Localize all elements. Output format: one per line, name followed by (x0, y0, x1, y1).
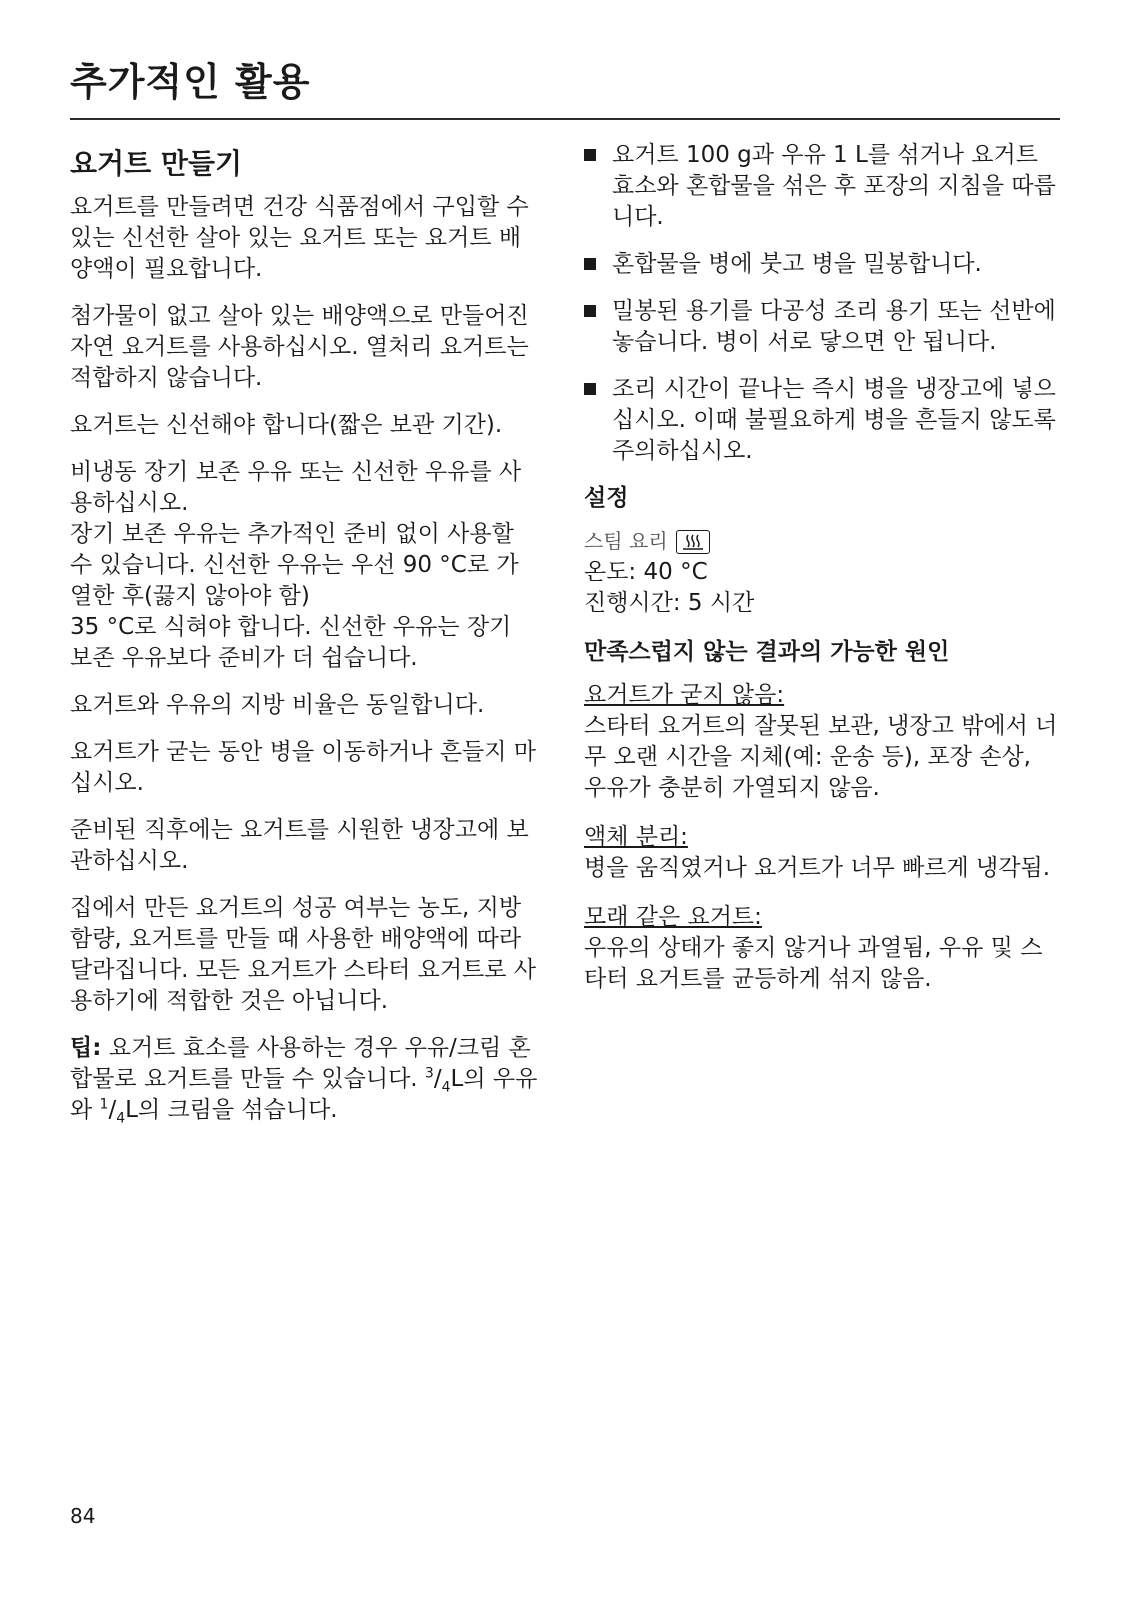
paragraph: 요거트가 굳는 동안 병을 이동하거나 흔들지 마십시오. (70, 739, 537, 796)
mode-row (584, 526, 1060, 557)
right-column (584, 140, 1060, 1013)
tip-text: L의 우유와 (70, 1066, 538, 1123)
paragraph-line: 35 °C로 식혀야 합니다. 신선한 우유는 장기 보존 우유보다 준비가 더 쉽습니다. (70, 614, 512, 671)
list-item (584, 374, 1060, 467)
fraction-denominator: 4 (116, 1110, 126, 1127)
fraction-numerator: 1 (99, 1096, 109, 1113)
mode-label: 스팀 요리 (584, 529, 668, 553)
paragraph: 요거트는 신선해야 합니다(짧은 보관 기간). (70, 412, 503, 438)
header-divider (70, 118, 1060, 120)
tip-text: 요거트 효소를 사용하는 경우 우유/크림 혼합물로 요거트를 만들 수 있습니다. (70, 1035, 531, 1092)
list-item-text: 요거트 100 g과 우유 1 L를 섞거나 요거트 효소와 혼합물을 섞은 후 포장의 지침을 따릅니다. (612, 142, 1056, 230)
list-item (584, 296, 1060, 358)
causes-title: 만족스럽지 않는 결과의 가능한 원인 (584, 639, 950, 665)
square-bullet-icon (584, 305, 596, 317)
paragraph-line: 비냉동 장기 보존 우유 또는 신선한 우유를 사용하십시오. (70, 459, 522, 516)
cause-title: 액체 분리: (584, 824, 688, 850)
duration-setting: 진행시간: 5 시간 (584, 590, 755, 616)
cause-title: 요거트가 굳지 않음: (584, 682, 785, 708)
square-bullet-icon (584, 149, 596, 161)
paragraph: 집에서 만든 요거트의 성공 여부는 농도, 지방 함량, 요거트를 만들 때 사용한 배양액에 따라 달라집니다. 모든 요거트가 스타터 요거트로 사용하기에 적합한 것은 아닙니다. (70, 895, 537, 1014)
section-title: 요거트 만들기 (70, 147, 243, 180)
left-column (70, 140, 540, 1142)
list-item (584, 140, 1060, 233)
cause-title: 모래 같은 요거트: (584, 904, 762, 930)
cause-item (584, 822, 1060, 884)
page-number: 84 (70, 1504, 96, 1528)
instruction-list (584, 140, 1060, 467)
tip-label: 팁: (70, 1035, 102, 1061)
paragraph: 요거트를 만들려면 건강 식품점에서 구입할 수 있는 신선한 살아 있는 요거트 또는 요거트 배양액이 필요합니다. (70, 194, 529, 282)
steam-cooking-icon (676, 530, 710, 554)
page-title: 추가적인 활용 (70, 60, 311, 104)
cause-text: 스타터 요거트의 잘못된 보관, 냉장고 밖에서 너무 오랜 시간을 지체(예: 운송 등), 포장 손상, 우유가 충분히 가열되지 않음. (584, 713, 1058, 801)
tip-text: L의 크림을 섞습니다. (125, 1097, 338, 1123)
paragraph-line: 장기 보존 우유는 추가적인 준비 없이 사용할 수 있습니다. 신선한 우유는 우선 90 °C로 가열한 후(끓지 않아야 함) (70, 521, 519, 609)
paragraph: 요거트와 우유의 지방 비율은 동일합니다. (70, 692, 485, 718)
cause-text: 우유의 상태가 좋지 않거나 과열됨, 우유 및 스타터 요거트를 균등하게 섞지 않음. (584, 935, 1043, 992)
list-item-text: 혼합물을 병에 붓고 병을 밀봉합니다. (612, 251, 982, 277)
paragraph: 준비된 직후에는 요거트를 시원한 냉장고에 보관하십시오. (70, 817, 529, 874)
square-bullet-icon (584, 383, 596, 395)
milk-paragraph (70, 457, 540, 674)
cause-text: 병을 움직였거나 요거트가 너무 빠르게 냉각됨. (584, 855, 1051, 881)
fraction-numerator: 3 (424, 1065, 434, 1082)
page-header (70, 56, 1060, 108)
cause-item (584, 902, 1060, 995)
cause-item (584, 680, 1060, 804)
list-item (584, 249, 1060, 280)
settings-block (584, 526, 1060, 619)
square-bullet-icon (584, 258, 596, 270)
settings-title: 설정 (584, 485, 629, 511)
tip-paragraph: 팁: 요거트 효소를 사용하는 경우 우유/크림 혼합물로 요거트를 만들 수 있습니다. $^3/_4L$의 우유와 $^1/_4L$의 크림을 섞습니다. (70, 1035, 538, 1127)
fraction-denominator: 4 (441, 1079, 451, 1096)
list-item-text: 밀봉된 용기를 다공성 조리 용기 또는 선반에 놓습니다. 병이 서로 닿으면 안 됩니다. (612, 298, 1056, 355)
paragraph: 첨가물이 없고 살아 있는 배양액으로 만들어진 자연 요거트를 사용하십시오. 열처리 요거트는 적합하지 않습니다. (70, 303, 529, 391)
temperature-setting: 온도: 40 °C (584, 559, 708, 585)
list-item-text: 조리 시간이 끝나는 즉시 병을 냉장고에 넣으십시오. 이때 불필요하게 병을 흔들지 않도록 주의하십시오. (612, 376, 1056, 464)
